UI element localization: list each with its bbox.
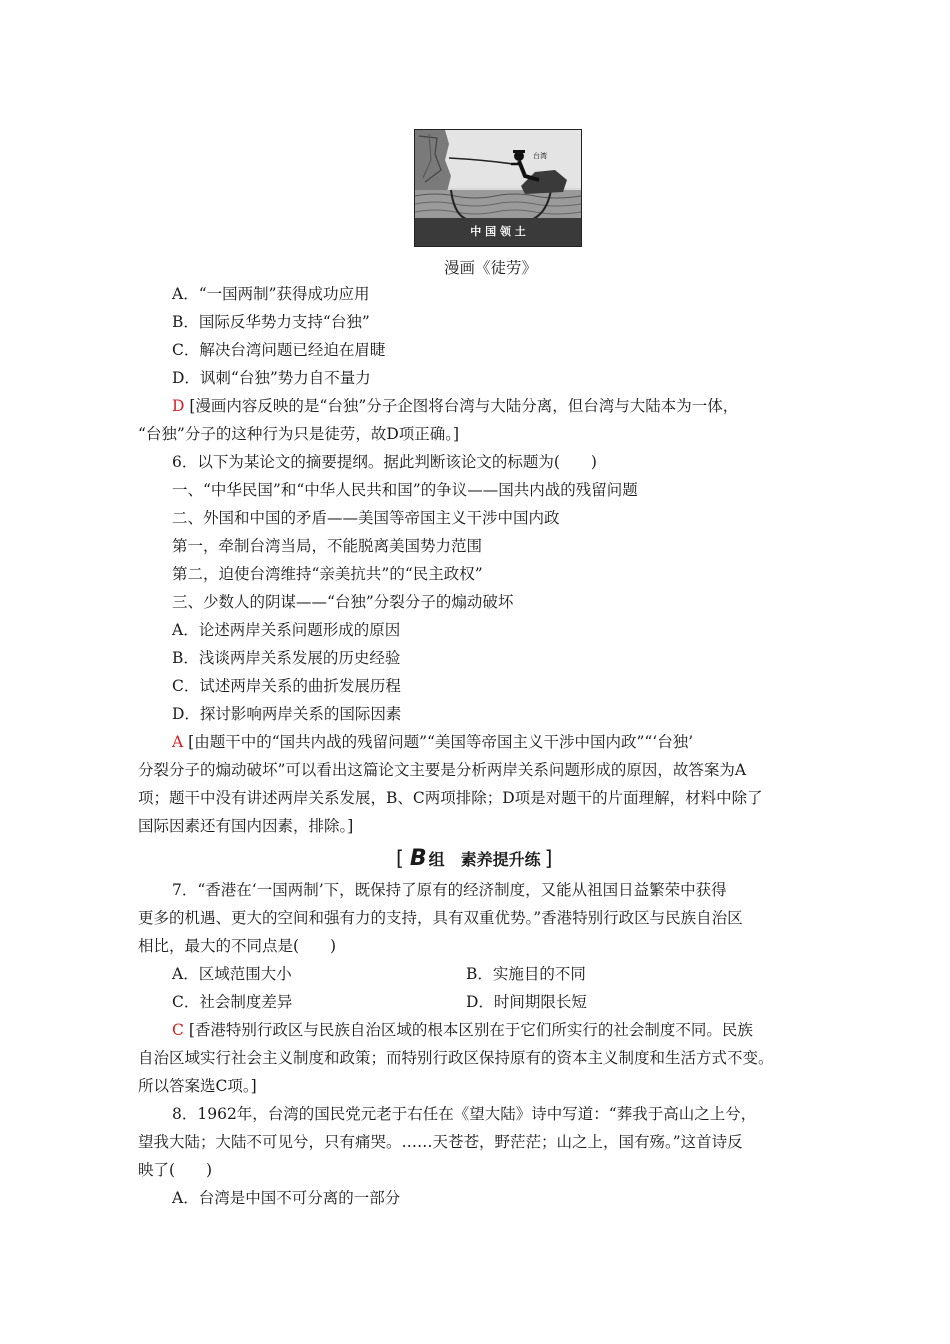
- q5-explanation-line-2: “台独”分子的这种行为只是徒劳，故D项正确。]: [138, 425, 460, 443]
- q6-explanation-line-3: 项；题干中没有讲述两岸关系发展，B、C两项排除；D项是对题干的片面理解，材料中除了: [138, 789, 763, 807]
- q5-option-a: A．“一国两制”获得成功应用: [172, 285, 370, 303]
- q7-option-a: A．区域范围大小: [172, 965, 292, 983]
- q7-option-c: C．社会制度差异: [172, 993, 293, 1011]
- q6-explanation-line-1: [172, 732, 693, 752]
- cartoon-caption: 漫画《徒劳》: [444, 259, 538, 277]
- cartoon-label-territory: 中 国 领 土: [470, 225, 526, 238]
- q6-answer: A: [172, 733, 184, 751]
- q8-stem-line-3: 映了( ): [138, 1161, 213, 1179]
- q7-stem-line-2: 更多的机遇、更大的空间和强有力的支持，具有双重优势。”香港特别行政区与民族自治区: [138, 909, 743, 927]
- cartoon-image: [414, 129, 582, 247]
- q6-option-b: B．浅谈两岸关系发展的历史经验: [172, 649, 401, 667]
- q5-explain-1: [漫画内容反映的是“台独”分子企图将台湾与大陆分离，但台湾与大陆本为一体，: [189, 397, 739, 415]
- q7-answer: C: [172, 1021, 184, 1039]
- q5-option-b: B．国际反华势力支持“台独”: [172, 313, 370, 331]
- q7-explanation-line-2: 自治区域实行社会主义制度和政策；而特别行政区保持原有的资本主义制度和生活方式不变。: [138, 1049, 774, 1067]
- q6-explanation-line-2: 分裂分子的煽动破坏”可以看出这篇论文主要是分析两岸关系问题形成的原因，故答案为A: [138, 761, 747, 779]
- q7-explanation-line-3: 所以答案选C项。]: [138, 1077, 257, 1095]
- q6-outline-4: 第二，迫使台湾维持“亲美抗共”的“民主政权”: [172, 565, 483, 583]
- q6-stem: 6．以下为某论文的摘要提纲。据此判断该论文的标题为( ): [172, 453, 597, 471]
- q7-option-b: B．实施目的不同: [466, 965, 586, 983]
- q6-option-c: C．试述两岸关系的曲折发展历程: [172, 677, 401, 695]
- q6-option-a: A．论述两岸关系问题形成的原因: [172, 621, 401, 639]
- q7-stem-line-3: 相比，最大的不同点是( ): [138, 937, 337, 955]
- q8-stem-line-1: 8．1962年，台湾的国民党元老于右任在《望大陆》诗中写道：“葬我于高山之上兮，: [172, 1105, 757, 1123]
- q8-stem-line-2: 望我大陆；大陆不可见兮，只有痛哭。……天苍苍，野茫茫；山之上，国有殇。”这首诗反: [138, 1133, 743, 1151]
- q6-explain-1: [由题干中的“国共内战的残留问题”“美国等帝国主义干涉中国内政”“‘台独’: [188, 733, 694, 751]
- q6-outline-1: 一、“中华民国”和“中华人民共和国”的争议——国共内战的残留问题: [172, 481, 638, 499]
- q6-outline-3: 第一，牵制台湾当局，不能脱离美国势力范围: [172, 537, 483, 555]
- q7-explanation-line-1: [172, 1020, 753, 1040]
- q5-explanation-line-1: [172, 396, 738, 416]
- q5-option-d: D．讽刺“台独”势力自不量力: [172, 369, 371, 387]
- section-b-letter: B: [409, 846, 427, 871]
- section-b-heading: [396, 845, 552, 871]
- q6-option-d: D．探讨影响两岸关系的国际因素: [172, 705, 402, 723]
- cartoon-label-taiwan: 台湾: [533, 152, 547, 160]
- q7-explain-1: [香港特别行政区与民族自治区域的根本区别在于它们所实行的社会制度不同。民族: [188, 1021, 753, 1039]
- q7-stem-line-1: 7．“香港在‘一国两制’下，既保持了原有的经济制度，又能从祖国日益繁荣中获得: [172, 881, 727, 899]
- section-open-bracket: [: [396, 846, 404, 870]
- q6-outline-2: 二、外国和中国的矛盾——美国等帝国主义干涉中国内政: [172, 509, 560, 527]
- q6-outline-5: 三、少数人的阴谋——“台独”分裂分子的煽动破坏: [172, 593, 514, 611]
- section-b-title: 组 素养提升练: [428, 850, 541, 869]
- q5-answer: D: [172, 397, 185, 415]
- q5-option-c: C．解决台湾问题已经迫在眉睫: [172, 341, 386, 359]
- q8-option-a: A．台湾是中国不可分离的一部分: [172, 1189, 401, 1207]
- q6-explanation-line-4: 国际因素还有国内因素，排除。]: [138, 817, 354, 835]
- section-close-bracket: ]: [544, 846, 553, 870]
- q7-option-d: D．时间期限长短: [466, 993, 587, 1011]
